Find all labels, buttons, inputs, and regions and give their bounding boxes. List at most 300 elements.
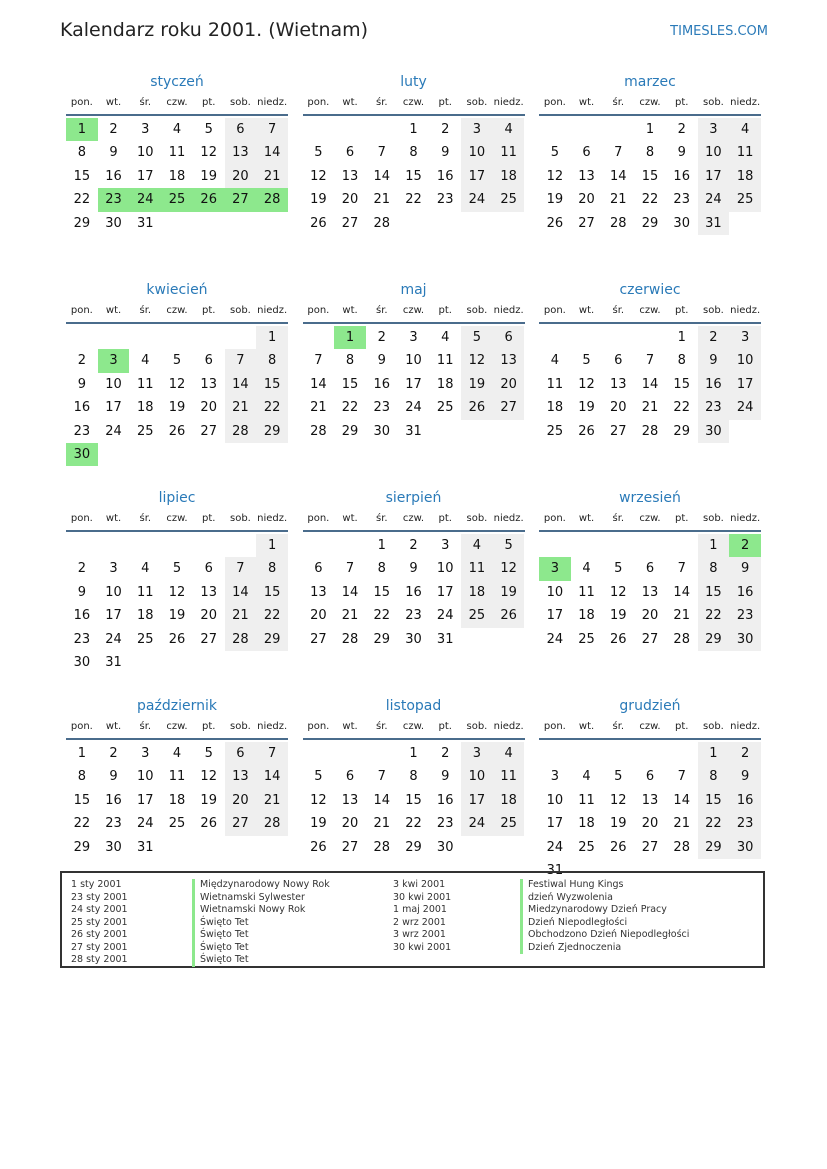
day-cell[interactable]: 7 — [377, 769, 386, 785]
day-cell[interactable]: 19 — [310, 192, 327, 208]
day-cell[interactable]: 16 — [105, 792, 122, 808]
day-cell[interactable]: 28 — [641, 423, 659, 439]
day-cell[interactable]: 28 — [673, 631, 690, 647]
day-cell[interactable]: 16 — [73, 400, 91, 416]
day-cell[interactable]: 16 — [73, 608, 91, 624]
day-cell[interactable]: 6 — [204, 561, 213, 577]
day-cell[interactable]: 19 — [578, 400, 595, 416]
day-cell[interactable]: 25 — [729, 188, 761, 211]
day-cell[interactable]: 12 — [310, 792, 327, 808]
day-cell[interactable]: 7 — [256, 742, 288, 765]
day-cell[interactable]: 13 — [641, 792, 659, 808]
day-cell[interactable]: 10 — [546, 792, 564, 808]
day-cell[interactable]: 3 — [461, 118, 493, 141]
day-cell[interactable]: 23 — [373, 400, 391, 416]
day-cell[interactable]: 9 — [441, 145, 450, 161]
day-cell[interactable]: 12 — [200, 145, 217, 161]
day-cell[interactable]: 26 — [610, 839, 627, 855]
day-cell[interactable]: 17 — [461, 165, 493, 188]
day-cell[interactable]: 23 — [436, 192, 454, 208]
day-cell[interactable]: 12 — [578, 376, 595, 392]
day-cell[interactable]: 12 — [610, 584, 627, 600]
day-cell[interactable]: 9 — [409, 561, 418, 577]
day-cell[interactable]: 2 — [698, 326, 730, 349]
day-cell[interactable]: 20 — [641, 608, 659, 624]
day-cell[interactable]: 22 — [373, 608, 391, 624]
day-cell[interactable]: 14 — [641, 376, 659, 392]
day-cell[interactable]: 8 — [256, 349, 288, 372]
day-cell[interactable]: 10 — [461, 141, 493, 164]
day-cell[interactable]: 4 — [172, 122, 182, 137]
day-cell[interactable]: 2 — [377, 330, 386, 345]
holiday-day-cell[interactable]: 26 — [193, 188, 225, 211]
day-cell[interactable]: 14 — [673, 584, 690, 600]
day-cell[interactable]: 17 — [105, 400, 122, 416]
day-cell[interactable]: 12 — [546, 168, 564, 184]
day-cell[interactable]: 3 — [109, 561, 118, 577]
day-cell[interactable]: 17 — [461, 789, 493, 812]
day-cell[interactable]: 5 — [172, 561, 182, 577]
day-cell[interactable]: 11 — [578, 792, 595, 808]
day-cell[interactable]: 25 — [436, 400, 454, 416]
day-cell[interactable]: 10 — [698, 141, 730, 164]
day-cell[interactable]: 26 — [610, 631, 627, 647]
day-cell[interactable]: 18 — [578, 608, 595, 624]
day-cell[interactable]: 28 — [341, 631, 359, 647]
day-cell[interactable]: 7 — [645, 353, 655, 369]
day-cell[interactable]: 28 — [610, 215, 627, 231]
holiday-day-cell[interactable]: 28 — [256, 188, 288, 211]
day-cell[interactable]: 11 — [137, 376, 154, 392]
day-cell[interactable]: 23 — [73, 423, 91, 439]
day-cell[interactable]: 18 — [493, 789, 525, 812]
day-cell[interactable]: 17 — [698, 165, 730, 188]
day-cell[interactable]: 11 — [436, 353, 454, 369]
day-cell[interactable]: 29 — [341, 423, 359, 439]
day-cell[interactable]: 20 — [578, 192, 595, 208]
day-cell[interactable]: 8 — [409, 769, 418, 785]
day-cell[interactable]: 2 — [441, 746, 450, 761]
day-cell[interactable]: 18 — [168, 792, 186, 808]
day-cell[interactable]: 24 — [405, 400, 422, 416]
day-cell[interactable]: 31 — [436, 631, 454, 647]
day-cell[interactable]: 3 — [141, 746, 150, 761]
day-cell[interactable]: 22 — [256, 396, 288, 419]
day-cell[interactable]: 14 — [373, 168, 391, 184]
holiday-day-cell[interactable]: 30 — [66, 443, 98, 466]
day-cell[interactable]: 1 — [256, 534, 288, 557]
day-cell[interactable]: 8 — [377, 561, 386, 577]
day-cell[interactable]: 19 — [200, 168, 217, 184]
day-cell[interactable]: 31 — [137, 839, 154, 855]
day-cell[interactable]: 4 — [582, 769, 591, 785]
day-cell[interactable]: 1 — [698, 742, 730, 765]
day-cell[interactable]: 11 — [168, 145, 186, 161]
day-cell[interactable]: 15 — [698, 789, 730, 812]
day-cell[interactable]: 23 — [729, 604, 761, 627]
day-cell[interactable]: 29 — [405, 839, 422, 855]
day-cell[interactable]: 23 — [729, 812, 761, 835]
day-cell[interactable]: 9 — [77, 376, 86, 392]
day-cell[interactable]: 27 — [200, 631, 217, 647]
day-cell[interactable]: 29 — [641, 215, 659, 231]
day-cell[interactable]: 17 — [546, 816, 564, 832]
day-cell[interactable]: 17 — [546, 608, 564, 624]
day-cell[interactable]: 7 — [377, 145, 386, 161]
day-cell[interactable]: 10 — [546, 584, 564, 600]
day-cell[interactable]: 23 — [673, 192, 690, 208]
day-cell[interactable]: 30 — [73, 654, 91, 670]
day-cell[interactable]: 13 — [310, 584, 327, 600]
holiday-day-cell[interactable]: 2 — [729, 534, 761, 557]
day-cell[interactable]: 11 — [461, 557, 493, 580]
day-cell[interactable]: 25 — [546, 423, 564, 439]
day-cell[interactable]: 11 — [493, 765, 525, 788]
day-cell[interactable]: 25 — [578, 839, 595, 855]
holiday-day-cell[interactable]: 1 — [334, 326, 366, 349]
day-cell[interactable]: 14 — [341, 584, 359, 600]
day-cell[interactable]: 30 — [698, 420, 730, 443]
day-cell[interactable]: 26 — [578, 423, 595, 439]
day-cell[interactable]: 2 — [77, 561, 86, 577]
day-cell[interactable]: 3 — [729, 326, 761, 349]
day-cell[interactable]: 9 — [729, 557, 761, 580]
day-cell[interactable]: 18 — [493, 165, 525, 188]
day-cell[interactable]: 1 — [77, 746, 86, 761]
day-cell[interactable]: 11 — [168, 769, 186, 785]
day-cell[interactable]: 23 — [698, 396, 730, 419]
day-cell[interactable]: 5 — [172, 353, 182, 369]
day-cell[interactable]: 22 — [698, 812, 730, 835]
day-cell[interactable]: 29 — [73, 839, 91, 855]
day-cell[interactable]: 21 — [373, 816, 391, 832]
day-cell[interactable]: 6 — [225, 118, 257, 141]
day-cell[interactable]: 16 — [405, 584, 422, 600]
day-cell[interactable]: 9 — [109, 769, 118, 785]
day-cell[interactable]: 3 — [141, 122, 150, 137]
day-cell[interactable]: 4 — [493, 118, 525, 141]
day-cell[interactable]: 5 — [461, 326, 493, 349]
day-cell[interactable]: 20 — [200, 400, 217, 416]
day-cell[interactable]: 14 — [256, 765, 288, 788]
day-cell[interactable]: 19 — [168, 400, 186, 416]
day-cell[interactable]: 6 — [345, 145, 355, 161]
day-cell[interactable]: 3 — [698, 118, 730, 141]
day-cell[interactable]: 2 — [109, 746, 118, 761]
holiday-day-cell[interactable]: 27 — [225, 188, 257, 211]
day-cell[interactable]: 21 — [225, 396, 257, 419]
day-cell[interactable]: 11 — [729, 141, 761, 164]
day-cell[interactable]: 21 — [673, 608, 690, 624]
day-cell[interactable]: 28 — [225, 420, 257, 443]
day-cell[interactable]: 25 — [578, 631, 595, 647]
day-cell[interactable]: 30 — [105, 215, 122, 231]
day-cell[interactable]: 18 — [578, 816, 595, 832]
day-cell[interactable]: 22 — [673, 400, 690, 416]
day-cell[interactable]: 4 — [441, 330, 450, 345]
day-cell[interactable]: 18 — [729, 165, 761, 188]
day-cell[interactable]: 8 — [677, 353, 686, 369]
day-cell[interactable]: 1 — [698, 534, 730, 557]
day-cell[interactable]: 15 — [373, 584, 391, 600]
day-cell[interactable]: 31 — [137, 215, 154, 231]
day-cell[interactable]: 3 — [441, 538, 450, 553]
day-cell[interactable]: 13 — [200, 584, 217, 600]
day-cell[interactable]: 26 — [168, 423, 186, 439]
day-cell[interactable]: 14 — [673, 792, 690, 808]
day-cell[interactable]: 9 — [377, 353, 386, 369]
day-cell[interactable]: 15 — [256, 581, 288, 604]
day-cell[interactable]: 25 — [137, 631, 154, 647]
day-cell[interactable]: 19 — [310, 816, 327, 832]
day-cell[interactable]: 21 — [310, 400, 327, 416]
day-cell[interactable]: 27 — [341, 839, 359, 855]
day-cell[interactable]: 8 — [698, 557, 730, 580]
day-cell[interactable]: 10 — [105, 584, 122, 600]
day-cell[interactable]: 6 — [645, 561, 655, 577]
day-cell[interactable]: 30 — [673, 215, 690, 231]
day-cell[interactable]: 8 — [645, 145, 655, 161]
day-cell[interactable]: 24 — [105, 423, 122, 439]
day-cell[interactable]: 4 — [461, 534, 493, 557]
day-cell[interactable]: 8 — [256, 557, 288, 580]
day-cell[interactable]: 21 — [225, 604, 257, 627]
day-cell[interactable]: 2 — [677, 122, 686, 137]
day-cell[interactable]: 25 — [168, 816, 186, 832]
day-cell[interactable]: 25 — [493, 188, 525, 211]
day-cell[interactable]: 10 — [105, 376, 122, 392]
day-cell[interactable]: 8 — [77, 145, 86, 161]
day-cell[interactable]: 6 — [582, 145, 591, 161]
holiday-day-cell[interactable]: 23 — [98, 188, 130, 211]
day-cell[interactable]: 4 — [493, 742, 525, 765]
day-cell[interactable]: 1 — [256, 326, 288, 349]
holiday-day-cell[interactable]: 3 — [539, 557, 571, 580]
day-cell[interactable]: 27 — [341, 215, 359, 231]
day-cell[interactable]: 25 — [137, 423, 154, 439]
day-cell[interactable]: 16 — [729, 581, 761, 604]
day-cell[interactable]: 5 — [314, 145, 323, 161]
day-cell[interactable]: 4 — [172, 746, 182, 761]
day-cell[interactable]: 23 — [436, 816, 454, 832]
day-cell[interactable]: 20 — [641, 816, 659, 832]
day-cell[interactable]: 27 — [493, 396, 525, 419]
day-cell[interactable]: 14 — [256, 141, 288, 164]
day-cell[interactable]: 9 — [729, 765, 761, 788]
day-cell[interactable]: 6 — [204, 353, 213, 369]
day-cell[interactable]: 1 — [409, 746, 418, 761]
day-cell[interactable]: 11 — [578, 584, 595, 600]
day-cell[interactable]: 20 — [341, 816, 359, 832]
day-cell[interactable]: 24 — [436, 608, 454, 624]
day-cell[interactable]: 15 — [405, 792, 422, 808]
day-cell[interactable]: 23 — [73, 631, 91, 647]
day-cell[interactable]: 19 — [168, 608, 186, 624]
day-cell[interactable]: 1 — [677, 330, 686, 345]
day-cell[interactable]: 26 — [168, 631, 186, 647]
day-cell[interactable]: 22 — [641, 192, 659, 208]
day-cell[interactable]: 12 — [168, 376, 186, 392]
day-cell[interactable]: 16 — [673, 168, 690, 184]
day-cell[interactable]: 19 — [610, 608, 627, 624]
day-cell[interactable]: 15 — [698, 581, 730, 604]
day-cell[interactable]: 23 — [405, 608, 422, 624]
day-cell[interactable]: 24 — [546, 839, 564, 855]
day-cell[interactable]: 18 — [461, 581, 493, 604]
day-cell[interactable]: 13 — [493, 349, 525, 372]
day-cell[interactable]: 24 — [461, 188, 493, 211]
day-cell[interactable]: 28 — [225, 628, 257, 651]
day-cell[interactable]: 30 — [729, 628, 761, 651]
day-cell[interactable]: 27 — [641, 631, 659, 647]
day-cell[interactable]: 28 — [373, 839, 391, 855]
day-cell[interactable]: 22 — [341, 400, 359, 416]
day-cell[interactable]: 18 — [137, 608, 154, 624]
day-cell[interactable]: 30 — [105, 839, 122, 855]
day-cell[interactable]: 7 — [225, 557, 257, 580]
day-cell[interactable]: 20 — [310, 608, 327, 624]
day-cell[interactable]: 6 — [493, 326, 525, 349]
day-cell[interactable]: 12 — [610, 792, 627, 808]
day-cell[interactable]: 3 — [550, 769, 559, 785]
day-cell[interactable]: 16 — [436, 168, 454, 184]
day-cell[interactable]: 21 — [373, 192, 391, 208]
day-cell[interactable]: 27 — [200, 423, 217, 439]
day-cell[interactable]: 8 — [409, 145, 418, 161]
day-cell[interactable]: 15 — [73, 168, 91, 184]
day-cell[interactable]: 4 — [141, 561, 150, 577]
day-cell[interactable]: 22 — [698, 604, 730, 627]
day-cell[interactable]: 14 — [310, 376, 327, 392]
day-cell[interactable]: 20 — [610, 400, 627, 416]
day-cell[interactable]: 5 — [614, 769, 623, 785]
day-cell[interactable]: 7 — [256, 118, 288, 141]
day-cell[interactable]: 24 — [729, 396, 761, 419]
day-cell[interactable]: 13 — [578, 168, 595, 184]
day-cell[interactable]: 16 — [698, 373, 730, 396]
day-cell[interactable]: 5 — [204, 746, 213, 761]
day-cell[interactable]: 17 — [436, 584, 454, 600]
day-cell[interactable]: 19 — [200, 792, 217, 808]
day-cell[interactable]: 21 — [673, 816, 690, 832]
holiday-day-cell[interactable]: 1 — [66, 118, 98, 141]
day-cell[interactable]: 4 — [550, 353, 559, 369]
day-cell[interactable]: 28 — [256, 812, 288, 835]
day-cell[interactable]: 7 — [314, 353, 323, 369]
day-cell[interactable]: 27 — [578, 215, 595, 231]
day-cell[interactable]: 15 — [73, 792, 91, 808]
day-cell[interactable]: 12 — [310, 168, 327, 184]
day-cell[interactable]: 25 — [493, 812, 525, 835]
day-cell[interactable]: 25 — [461, 604, 493, 627]
day-cell[interactable]: 10 — [137, 145, 154, 161]
day-cell[interactable]: 21 — [341, 608, 359, 624]
day-cell[interactable]: 7 — [225, 349, 257, 372]
day-cell[interactable]: 27 — [310, 631, 327, 647]
day-cell[interactable]: 5 — [550, 145, 559, 161]
day-cell[interactable]: 9 — [698, 349, 730, 372]
day-cell[interactable]: 26 — [461, 396, 493, 419]
day-cell[interactable]: 13 — [225, 765, 257, 788]
day-cell[interactable]: 24 — [546, 631, 564, 647]
day-cell[interactable]: 1 — [409, 122, 418, 137]
day-cell[interactable]: 22 — [405, 192, 422, 208]
day-cell[interactable]: 29 — [256, 628, 288, 651]
day-cell[interactable]: 6 — [225, 742, 257, 765]
day-cell[interactable]: 30 — [436, 839, 454, 855]
day-cell[interactable]: 2 — [729, 742, 761, 765]
day-cell[interactable]: 15 — [673, 376, 690, 392]
day-cell[interactable]: 17 — [137, 792, 154, 808]
day-cell[interactable]: 26 — [546, 215, 564, 231]
day-cell[interactable]: 5 — [614, 561, 623, 577]
day-cell[interactable]: 15 — [641, 168, 659, 184]
day-cell[interactable]: 28 — [673, 839, 690, 855]
day-cell[interactable]: 1 — [377, 538, 386, 553]
day-cell[interactable]: 20 — [225, 789, 257, 812]
day-cell[interactable]: 18 — [168, 168, 186, 184]
holiday-day-cell[interactable]: 25 — [161, 188, 193, 211]
day-cell[interactable]: 7 — [677, 561, 686, 577]
day-cell[interactable]: 29 — [73, 215, 91, 231]
day-cell[interactable]: 26 — [200, 816, 217, 832]
day-cell[interactable]: 31 — [698, 212, 730, 235]
day-cell[interactable]: 29 — [698, 836, 730, 859]
site-link[interactable]: TIMESLES.COM — [670, 24, 768, 39]
day-cell[interactable]: 26 — [310, 215, 327, 231]
day-cell[interactable]: 14 — [610, 168, 627, 184]
day-cell[interactable]: 9 — [109, 145, 118, 161]
day-cell[interactable]: 14 — [225, 581, 257, 604]
day-cell[interactable]: 2 — [109, 122, 118, 137]
day-cell[interactable]: 13 — [225, 141, 257, 164]
day-cell[interactable]: 2 — [441, 122, 450, 137]
day-cell[interactable]: 14 — [373, 792, 391, 808]
day-cell[interactable]: 17 — [405, 376, 422, 392]
day-cell[interactable]: 29 — [673, 423, 690, 439]
day-cell[interactable]: 28 — [310, 423, 327, 439]
day-cell[interactable]: 4 — [729, 118, 761, 141]
day-cell[interactable]: 19 — [461, 373, 493, 396]
day-cell[interactable]: 30 — [729, 836, 761, 859]
day-cell[interactable]: 7 — [345, 561, 355, 577]
day-cell[interactable]: 5 — [493, 534, 525, 557]
day-cell[interactable]: 3 — [409, 330, 418, 345]
day-cell[interactable]: 27 — [610, 423, 627, 439]
day-cell[interactable]: 12 — [461, 349, 493, 372]
day-cell[interactable]: 19 — [610, 816, 627, 832]
day-cell[interactable]: 6 — [645, 769, 655, 785]
day-cell[interactable]: 11 — [137, 584, 154, 600]
day-cell[interactable]: 20 — [225, 165, 257, 188]
day-cell[interactable]: 10 — [461, 765, 493, 788]
day-cell[interactable]: 21 — [641, 400, 659, 416]
day-cell[interactable]: 12 — [200, 769, 217, 785]
day-cell[interactable]: 9 — [77, 584, 86, 600]
day-cell[interactable]: 13 — [641, 584, 659, 600]
day-cell[interactable]: 24 — [698, 188, 730, 211]
day-cell[interactable]: 10 — [137, 769, 154, 785]
day-cell[interactable]: 13 — [341, 792, 359, 808]
day-cell[interactable]: 19 — [493, 581, 525, 604]
day-cell[interactable]: 14 — [225, 373, 257, 396]
day-cell[interactable]: 15 — [256, 373, 288, 396]
day-cell[interactable]: 26 — [310, 839, 327, 855]
day-cell[interactable]: 30 — [405, 631, 422, 647]
day-cell[interactable]: 7 — [614, 145, 623, 161]
day-cell[interactable]: 23 — [105, 816, 122, 832]
day-cell[interactable]: 21 — [256, 165, 288, 188]
